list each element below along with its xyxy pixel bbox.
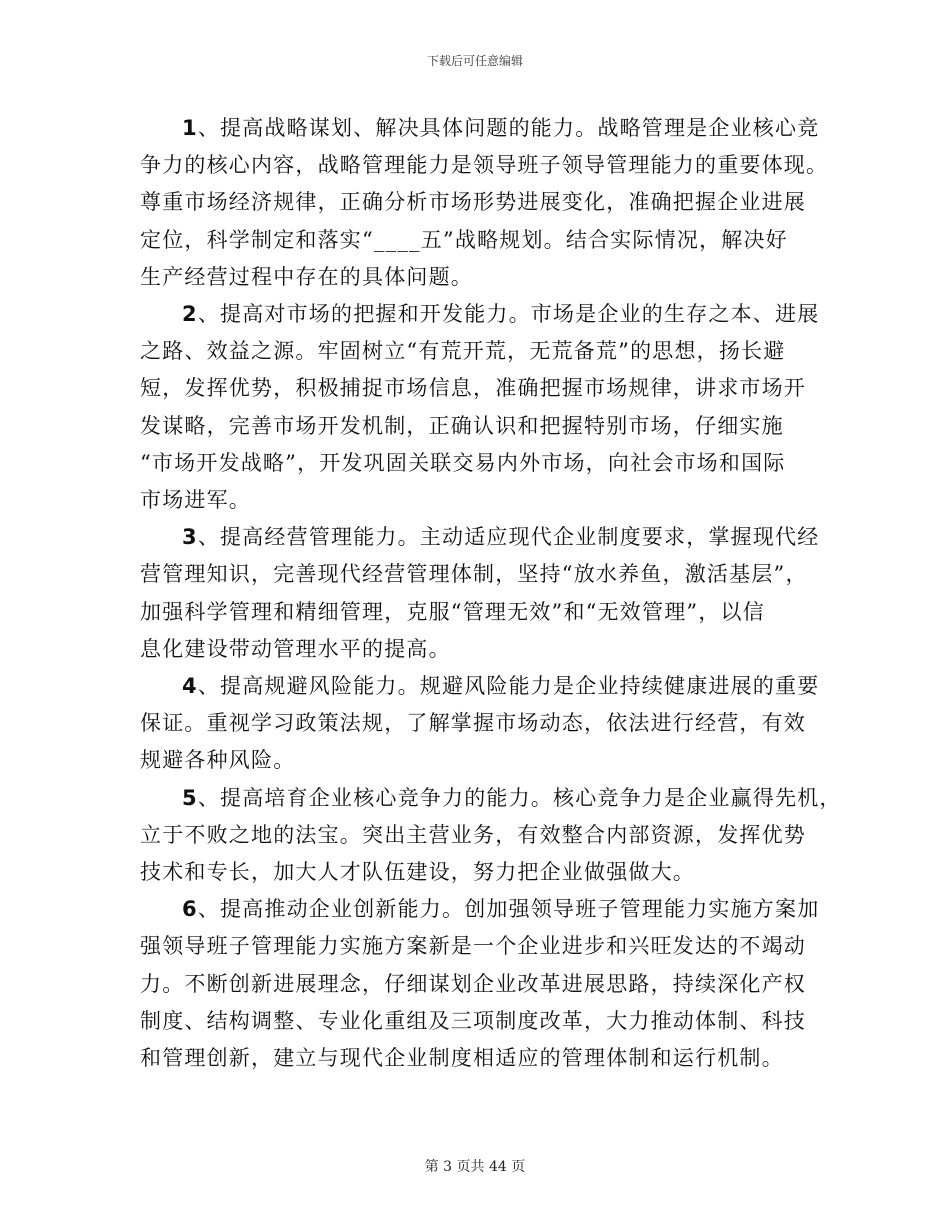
paragraph-6 <box>140 891 820 1077</box>
paragraph-line: 、提高对市场的把握和开发能力。市场是企业的生存之本、进展 <box>197 302 820 327</box>
paragraph-5 <box>140 780 842 892</box>
paragraph-line: 加强科学管理和精细管理，克服“管理无效”和“无效管理”，以信 <box>140 599 765 624</box>
paragraph-number: 6 <box>182 897 198 922</box>
paragraph-2 <box>140 296 820 519</box>
paragraph-line: 定位，科学制定和落实“____五”战略规划。结合实际情况，解决好 <box>140 227 788 252</box>
paragraph-line: 市场进军。 <box>140 488 251 513</box>
paragraph-line: 尊重市场经济规律，正确分析市场形势进展变化，准确把握企业进展 <box>140 190 806 215</box>
paragraph-line: 力。不断创新进展理念，仔细谋划企业改革进展思路，持续深化产权 <box>140 971 806 996</box>
paragraph-line: 保证。重视学习政策法规，了解掌握市场动态，依法进行经营，有效 <box>140 711 806 736</box>
paragraph-line: 技术和专长，加大人才队伍建设，努力把企业做强做大。 <box>140 860 695 885</box>
paragraph-4 <box>140 668 820 780</box>
paragraph-line: 营管理知识，完善现代经营管理体制，坚持“放水养鱼，激活基层”， <box>140 562 808 587</box>
paragraph-3 <box>140 519 820 668</box>
page-number-footer: 第 3 页共 44 页 <box>424 1159 526 1175</box>
paragraph-line: 、提高推动企业创新能力。创加强领导班子管理能力实施方案加 <box>197 897 820 922</box>
document-body <box>140 110 842 1077</box>
paragraph-line: 争力的核心内容，战略管理能力是领导班子领导管理能力的重要体现。 <box>140 153 829 178</box>
paragraph-number: 1 <box>182 116 198 140</box>
paragraph-line: 和管理创新，建立与现代企业制度相适应的管理体制和运行机制。 <box>140 1046 784 1071</box>
paragraph-line: 发谋略，完善市场开发机制，正确认识和把握特别市场，仔细实施 <box>140 413 784 438</box>
paragraph-line: 、提高规避风险能力。规避风险能力是企业持续健康进展的重要 <box>197 674 820 699</box>
page-header: 下载后可任意编辑 <box>426 54 523 68</box>
paragraph-line: 息化建设带动管理水平的提高。 <box>140 636 451 661</box>
paragraph-number: 2 <box>182 302 198 327</box>
paragraph-line: 、提高战略谋划、解决具体问题的能力。战略管理是企业核心竞 <box>197 116 820 140</box>
paragraph-number: 4 <box>182 674 198 699</box>
paragraph-number: 5 <box>182 785 198 810</box>
paragraph-line: 制度、结构调整、专业化重组及三项制度改革，大力推动体制、科技 <box>140 1008 806 1033</box>
paragraph-line: “市场开发战略”，开发巩固关联交易内外市场，向社会市场和国际 <box>140 450 786 475</box>
paragraph-line: 短，发挥优势，积极捕捉市场信息，准确把握市场规律，讲求市场开 <box>140 376 806 401</box>
paragraph-line: 强领导班子管理能力实施方案新是一个企业进步和兴旺发达的不竭动 <box>140 934 806 959</box>
paragraph-line: 、提高经营管理能力。主动适应现代企业制度要求，掌握现代经 <box>197 525 820 550</box>
paragraph-number: 3 <box>182 525 198 550</box>
paragraph-line: 之路、效益之源。牢固树立“有荒开荒，无荒备荒”的思想，扬长避 <box>140 339 786 364</box>
paragraph-line: 、提高培育企业核心竞争力的能力。核心竞争力是企业赢得先机， <box>197 785 842 810</box>
paragraph-line: 规避各种风险。 <box>140 748 296 773</box>
paragraph-line: 立于不败之地的法宝。突出主营业务，有效整合内部资源，发挥优势 <box>140 822 806 847</box>
paragraph-1 <box>140 110 829 296</box>
paragraph-line: 生产经营过程中存在的具体问题。 <box>140 264 473 289</box>
